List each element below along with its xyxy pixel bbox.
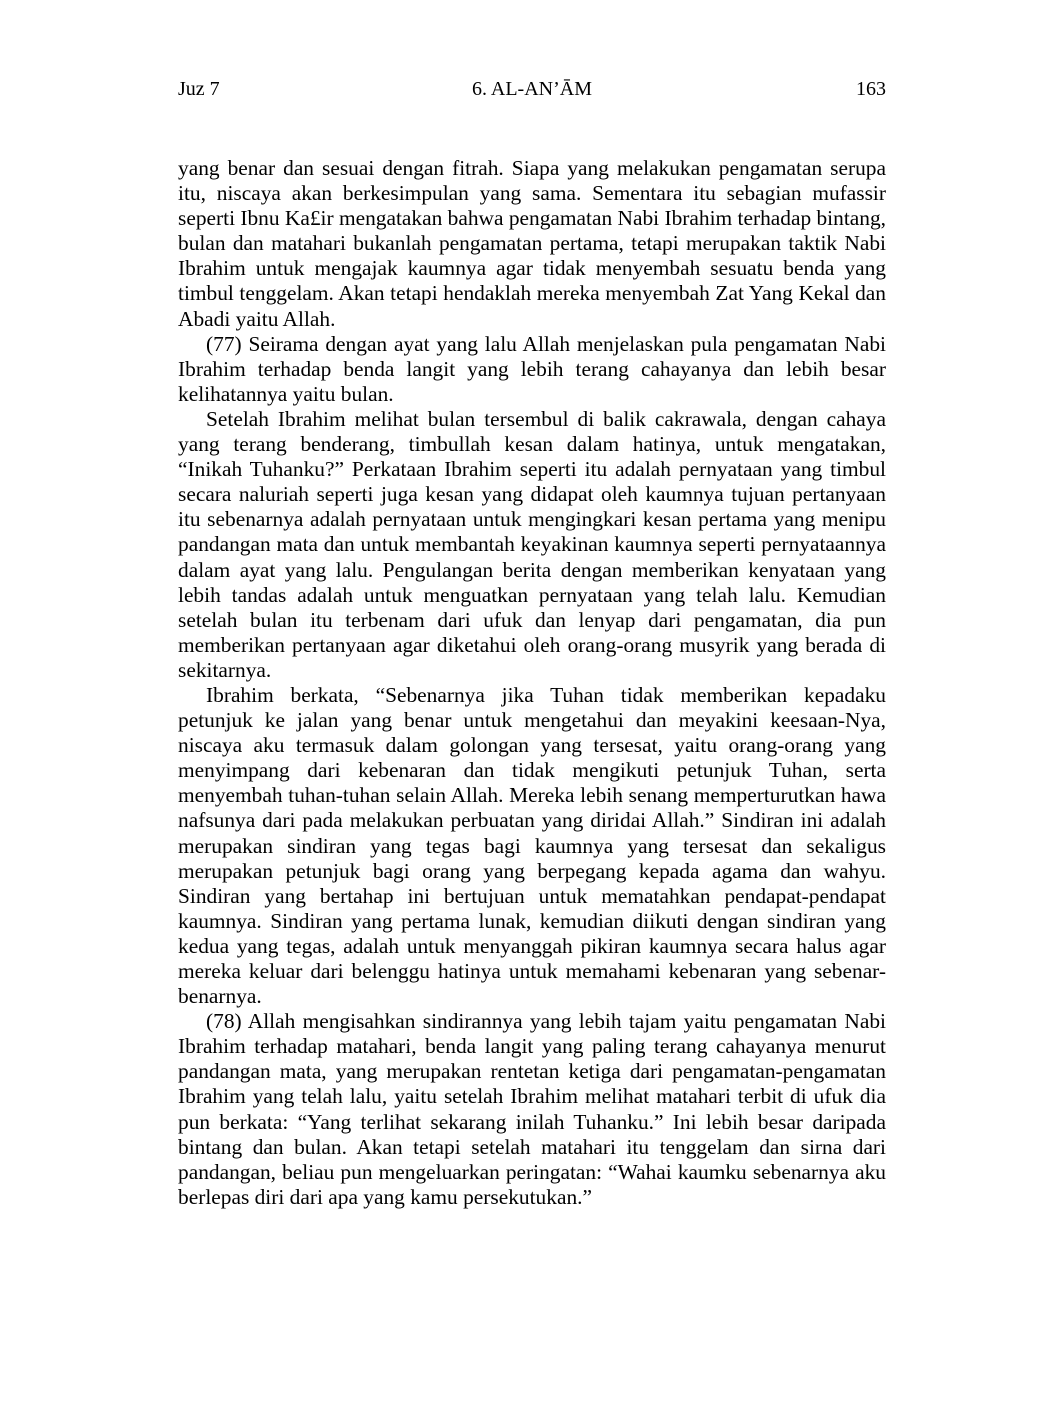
paragraph-verse-77: (77) Seirama dengan ayat yang lalu Allah menjelaskan pula pengamatan Nabi Ibrahim terhadap benda langit yang lebih terang cahayanya dan lebih besar kelihatannya yaitu bulan. bbox=[178, 331, 886, 406]
paragraph-moon-observation: Setelah Ibrahim melihat bulan tersembul di balik cakrawala, dengan cahaya yang terang benderang, timbullah kesan dalam hatinya, untuk mengatakan, “Inikah Tuhanku?” Perkataan Ibrahim seperti itu adalah pernyataan yang timbul secara naluriah seperti juga kesan yang didapat oleh kaumnya tujuan pertanyaan itu sebenarnya adalah pernyataan untuk mengingkari kesan pertama yang menipu pandangan mata dan untuk membantah keyakinan kaumnya seperti pernyataannya dalam ayat yang lalu. Pengulangan berita dengan memberikan kenyataan yang lebih tandas adalah untuk menguatkan pernyataan yang telah lalu. Kemudian setelah bulan itu terbenam dari ufuk dan lenyap dari pengamatan, dia pun memberikan pertanyaan agar diketahui oleh orang-orang musyrik yang berada di sekitarnya. bbox=[178, 406, 886, 682]
running-head bbox=[178, 76, 886, 102]
paragraph-ibrahim-statement: Ibrahim berkata, “Sebenarnya jika Tuhan tidak memberikan kepadaku petunjuk ke jalan yang benar untuk mengetahui dan meyakini keesaan-Nya, niscaya aku termasuk dalam golongan yang tersesat, yaitu orang-orang yang menyimpang dari kebenaran dan tidak mengikuti petunjuk Tuhan, serta menyembah tuhan-tuhan selain Allah. Mereka lebih senang memperturutkan hawa nafsunya dari pada melakukan perbuatan yang diridai Allah.” Sindiran ini adalah merupakan sindiran yang tegas bagi kaumnya yang tersesat dan sekaligus merupakan petunjuk bagi orang yang berpegang kepada agama dan wahyu. Sindiran yang bertahap ini bertujuan untuk mematahkan pendapat-pendapat kaumnya. Sindiran yang pertama lunak, kemudian diikuti dengan sindiran yang kedua yang tegas, adalah untuk menyanggah pikiran kaumnya secara halus agar mereka keluar dari belenggu hatinya untuk memahami kebenaran yang sebenar-benarnya. bbox=[178, 682, 886, 1009]
paragraph-continued: yang benar dan sesuai dengan fitrah. Siapa yang melakukan pengamatan serupa itu, niscaya akan berkesimpulan yang sama. Sementara itu sebagian mufassir seperti Ibnu Ka£ir mengatakan bahwa pengamatan Nabi Ibrahim terhadap bintang, bulan dan matahari bukanlah pengamatan pertama, tetapi merupakan taktik Nabi Ibrahim untuk mengajak kaumnya agar tidak menyembah sesuatu benda yang timbul tenggelam. Akan tetapi hendaklah mereka menyembah Zat Yang Kekal dan Abadi yaitu Allah. bbox=[178, 156, 887, 331]
paragraph-verse-78: (78) Allah mengisahkan sindirannya yang lebih tajam yaitu pengamatan Nabi Ibrahim terhadap matahari, benda langit yang paling terang cahayanya menurut pandangan mata, yang merupakan rentetan ketiga dari pengamatan-pengamatan Ibrahim yang telah lalu, yaitu setelah Ibrahim melihat matahari terbit di ufuk dia pun berkata: “Yang terlihat sekarang inilah Tuhanku.” Ini lebih besar daripada bintang dan bulan. Akan tetapi setelah matahari itu tenggelam dan sirna dari pandangan, beliau pun mengeluarkan peringatan: “Wahai kaumku sebenarnya aku berlepas diri dari apa yang kamu persekutukan.” bbox=[178, 1009, 886, 1209]
body-text bbox=[178, 156, 886, 1210]
juz-label: Juz 7 bbox=[178, 78, 220, 100]
surah-title: 6. AL-AN’ĀM bbox=[472, 78, 592, 100]
page-number: 163 bbox=[856, 78, 886, 100]
